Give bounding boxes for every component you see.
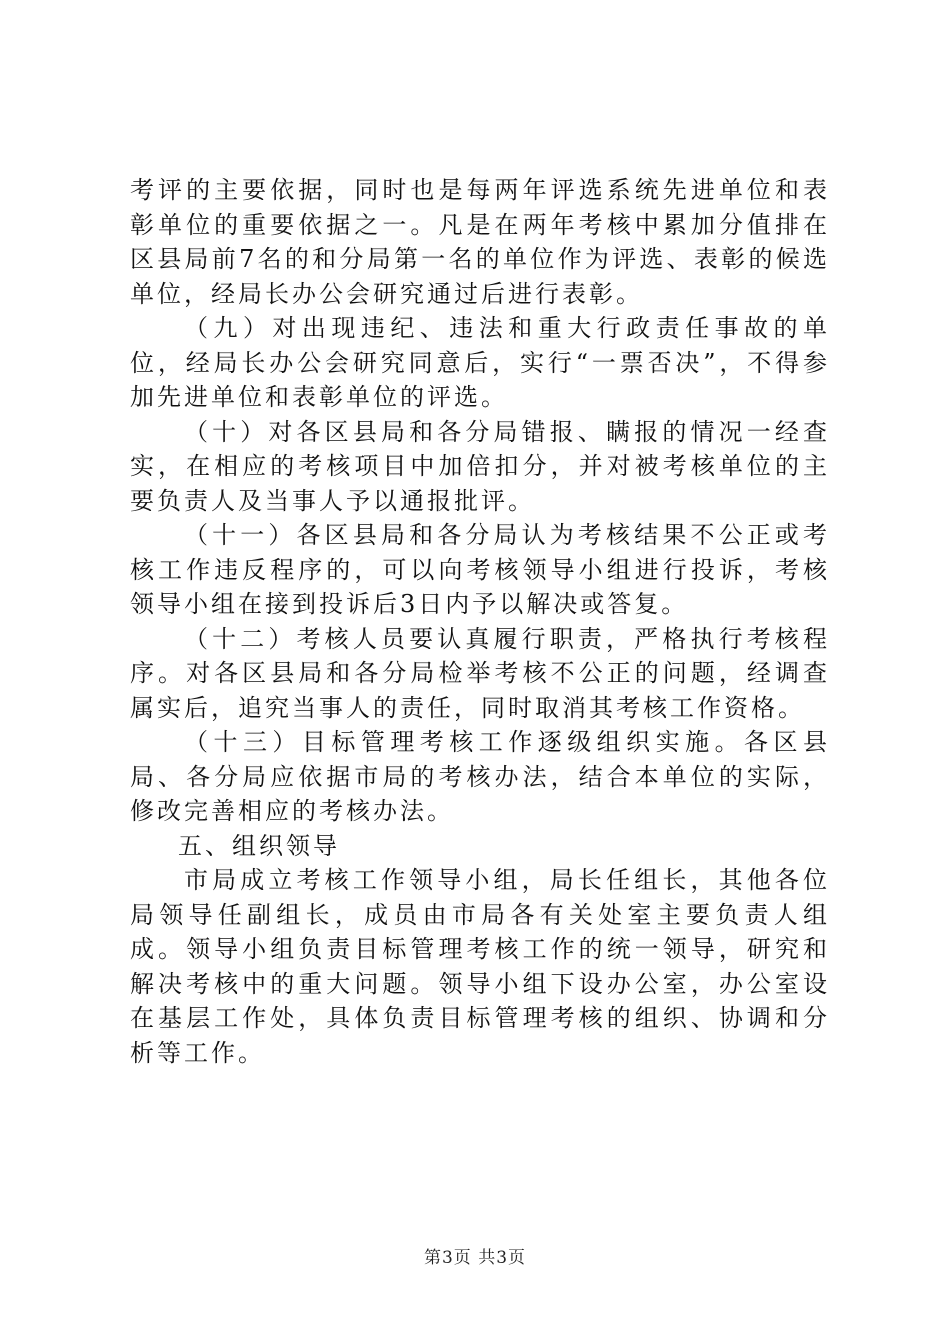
paragraph-item-12: （十二）考核人员要认真履行职责，严格执行考核程序。对各区县局和各分局检举考核不公正的问题，经调查属实后，追究当事人的责任，同时取消其考核工作资格。 — [130, 624, 830, 722]
paragraph-item-13: （十三）目标管理考核工作逐级组织实施。各区县局、各分局应依据市局的考核办法，结合本单位的实际，修改完善相应的考核办法。 — [130, 728, 830, 825]
document-body — [130, 173, 830, 1070]
paragraph-item-10: （十）对各区县局和各分局错报、瞒报的情况一经查实，在相应的考核项目中加倍扣分，并对被考核单位的主要负责人及当事人予以通报批评。 — [130, 417, 830, 515]
paragraph-evaluation-basis: 考评的主要依据，同时也是每两年评选系统先进单位和表彰单位的重要依据之一。凡是在两年考核中累加分值排在区县局前7名的和分局第一名的单位作为评选、表彰的候选单位，经局长办公会研究通过后进行表彰。 — [130, 176, 830, 308]
paragraph-item-11: （十一）各区县局和各分局认为考核结果不公正或考核工作违反程序的，可以向考核领导小组进行投诉，考核领导小组在接到投诉后3日内予以解决或答复。 — [130, 521, 830, 618]
paragraph-item-9: （九）对出现违纪、违法和重大行政责任事故的单位，经局长办公会研究同意后，实行“一票否决”，不得参加先进单位和表彰单位的评选。 — [130, 314, 830, 411]
page-footer — [0, 1243, 950, 1268]
page-number-label: 第3页 共3页 — [423, 1248, 527, 1268]
section-heading-organization: 五、组织领导 — [178, 831, 340, 860]
paragraph-organization-leadership: 市局成立考核工作领导小组，局长任组长，其他各位局领导任副组长，成员由市局各有关处室主要负责人组成。领导小组负责目标管理考核工作的统一领导，研究和解决考核中的重大问题。领导小组下设办公室，办公室设在基层工作处，具体负责目标管理考核的组织、协调和分析等工作。 — [130, 866, 830, 1067]
